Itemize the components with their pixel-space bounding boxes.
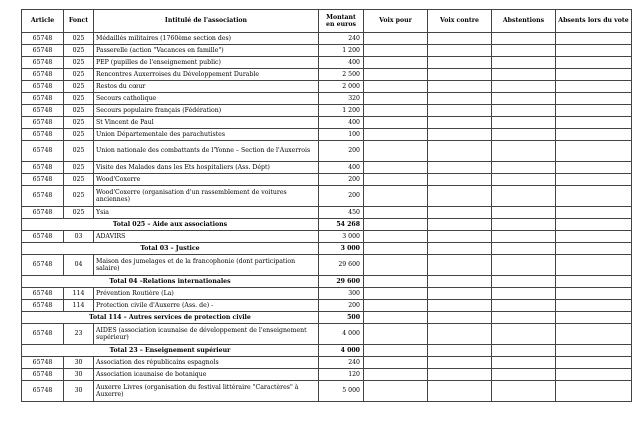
intitule-cell: Auxerre Livres (organisation du festival littéraire "Caractères" à Auxerre)	[94, 381, 319, 402]
absents-cell	[556, 231, 632, 243]
absents-cell	[556, 57, 632, 69]
voix-pour-cell	[364, 243, 428, 255]
total-amount: 29 600	[319, 276, 364, 288]
voix-contre-cell	[428, 231, 492, 243]
fonct-cell: 23	[64, 324, 94, 345]
table-row	[22, 174, 632, 186]
voix-contre-cell	[428, 255, 492, 276]
montant-cell: 2 500	[319, 69, 364, 81]
voix-contre-cell	[428, 81, 492, 93]
montant-cell: 5 000	[319, 381, 364, 402]
table-row	[22, 369, 632, 381]
abstentions-cell	[492, 345, 556, 357]
table-row	[22, 93, 632, 105]
abstentions-cell	[492, 81, 556, 93]
article-cell: 65748	[22, 129, 64, 141]
voix-pour-cell	[364, 33, 428, 45]
voix-pour-cell	[364, 255, 428, 276]
montant-cell: 400	[319, 57, 364, 69]
abstentions-cell	[492, 300, 556, 312]
fonct-cell: 025	[64, 186, 94, 207]
fonct-cell: 025	[64, 69, 94, 81]
table-row	[22, 255, 632, 276]
article-cell: 65748	[22, 369, 64, 381]
header-voix-contre: Voix contre	[428, 10, 492, 33]
table-row	[22, 162, 632, 174]
intitule-cell: AIDES (association icaunaise de développement de l'enseignement supérieur)	[94, 324, 319, 345]
absents-cell	[556, 255, 632, 276]
total-amount: 4 000	[319, 345, 364, 357]
article-cell: 65748	[22, 69, 64, 81]
intitule-cell: Wood'Coxerre	[94, 174, 319, 186]
header-abstentions: Abstentions	[492, 10, 556, 33]
fonct-cell: 114	[64, 288, 94, 300]
absents-cell	[556, 276, 632, 288]
intitule-cell: Ysia	[94, 207, 319, 219]
intitule-cell: Secours populaire français (Fédération)	[94, 105, 319, 117]
article-cell: 65748	[22, 324, 64, 345]
table-row	[22, 129, 632, 141]
absents-cell	[556, 105, 632, 117]
montant-cell: 320	[319, 93, 364, 105]
table-row	[22, 45, 632, 57]
fonct-cell: 025	[64, 141, 94, 162]
absents-cell	[556, 300, 632, 312]
abstentions-cell	[492, 93, 556, 105]
voix-contre-cell	[428, 105, 492, 117]
voix-pour-cell	[364, 93, 428, 105]
article-cell: 65748	[22, 231, 64, 243]
voix-pour-cell	[364, 207, 428, 219]
voix-pour-cell	[364, 141, 428, 162]
absents-cell	[556, 207, 632, 219]
table-row	[22, 81, 632, 93]
total-amount: 500	[319, 312, 364, 324]
abstentions-cell	[492, 231, 556, 243]
fonct-cell: 30	[64, 357, 94, 369]
fonct-cell: 114	[64, 300, 94, 312]
fonct-cell: 025	[64, 162, 94, 174]
table-row	[22, 381, 632, 402]
voix-contre-cell	[428, 357, 492, 369]
absents-cell	[556, 219, 632, 231]
voix-pour-cell	[364, 174, 428, 186]
voix-pour-cell	[364, 45, 428, 57]
abstentions-cell	[492, 162, 556, 174]
intitule-cell: PEP (pupilles de l'enseignement public)	[94, 57, 319, 69]
intitule-cell: Wood'Coxerre (organisation d'un rassemblement de voitures anciennes)	[94, 186, 319, 207]
montant-cell: 4 000	[319, 324, 364, 345]
voix-contre-cell	[428, 369, 492, 381]
fonct-cell: 025	[64, 57, 94, 69]
article-cell: 65748	[22, 207, 64, 219]
total-row	[22, 219, 632, 231]
voix-pour-cell	[364, 219, 428, 231]
voix-contre-cell	[428, 324, 492, 345]
montant-cell: 29 600	[319, 255, 364, 276]
montant-cell: 240	[319, 33, 364, 45]
voix-pour-cell	[364, 231, 428, 243]
voix-contre-cell	[428, 243, 492, 255]
fonct-cell: 03	[64, 231, 94, 243]
absents-cell	[556, 162, 632, 174]
article-cell: 65748	[22, 255, 64, 276]
voix-contre-cell	[428, 345, 492, 357]
article-cell: 65748	[22, 141, 64, 162]
voix-pour-cell	[364, 312, 428, 324]
table-row	[22, 207, 632, 219]
intitule-cell: Union nationale des combattants de l'Yonne – Section de l'Auxerrois	[94, 141, 319, 162]
abstentions-cell	[492, 369, 556, 381]
voix-contre-cell	[428, 312, 492, 324]
subsidies-table	[21, 9, 632, 402]
voix-pour-cell	[364, 288, 428, 300]
abstentions-cell	[492, 129, 556, 141]
table-row	[22, 117, 632, 129]
montant-cell: 1 200	[319, 45, 364, 57]
abstentions-cell	[492, 324, 556, 345]
table-row	[22, 231, 632, 243]
article-cell: 65748	[22, 33, 64, 45]
abstentions-cell	[492, 357, 556, 369]
header-absents: Absents lors du vote	[556, 10, 632, 33]
voix-pour-cell	[364, 324, 428, 345]
intitule-cell: Union Départementale des parachutistes	[94, 129, 319, 141]
voix-contre-cell	[428, 141, 492, 162]
voix-pour-cell	[364, 345, 428, 357]
intitule-cell: Maison des jumelages et de la francophonie (dont participation salaire)	[94, 255, 319, 276]
absents-cell	[556, 345, 632, 357]
voix-contre-cell	[428, 288, 492, 300]
absents-cell	[556, 288, 632, 300]
voix-contre-cell	[428, 276, 492, 288]
voix-contre-cell	[428, 162, 492, 174]
voix-contre-cell	[428, 117, 492, 129]
intitule-cell: Médaillés militaires (1760ème section des)	[94, 33, 319, 45]
fonct-cell: 025	[64, 105, 94, 117]
header-fonct: Fonct	[64, 10, 94, 33]
fonct-cell: 025	[64, 33, 94, 45]
total-row	[22, 243, 632, 255]
article-cell: 65748	[22, 57, 64, 69]
article-cell: 65748	[22, 117, 64, 129]
absents-cell	[556, 129, 632, 141]
article-cell: 65748	[22, 45, 64, 57]
article-cell: 65748	[22, 105, 64, 117]
total-label: Total 23 – Enseignement supérieur	[22, 345, 319, 357]
article-cell: 65748	[22, 357, 64, 369]
intitule-cell: St Vincent de Paul	[94, 117, 319, 129]
article-cell: 65748	[22, 93, 64, 105]
header-article: Article	[22, 10, 64, 33]
table-row	[22, 141, 632, 162]
absents-cell	[556, 186, 632, 207]
voix-contre-cell	[428, 207, 492, 219]
montant-cell: 400	[319, 117, 364, 129]
total-label: Total 114 – Autres services de protection civile	[22, 312, 319, 324]
voix-pour-cell	[364, 81, 428, 93]
abstentions-cell	[492, 219, 556, 231]
voix-pour-cell	[364, 105, 428, 117]
fonct-cell: 025	[64, 174, 94, 186]
intitule-cell: Association icaunaise de botanique	[94, 369, 319, 381]
voix-contre-cell	[428, 174, 492, 186]
abstentions-cell	[492, 45, 556, 57]
table-row	[22, 324, 632, 345]
absents-cell	[556, 45, 632, 57]
table-row	[22, 33, 632, 45]
intitule-cell: Rencontres Auxerroises du Développement Durable	[94, 69, 319, 81]
voix-contre-cell	[428, 219, 492, 231]
header-intitule: Intitulé de l'association	[94, 10, 319, 33]
absents-cell	[556, 381, 632, 402]
abstentions-cell	[492, 243, 556, 255]
article-cell: 65748	[22, 300, 64, 312]
fonct-cell: 025	[64, 45, 94, 57]
abstentions-cell	[492, 105, 556, 117]
montant-cell: 240	[319, 357, 364, 369]
voix-pour-cell	[364, 276, 428, 288]
fonct-cell: 30	[64, 381, 94, 402]
total-row	[22, 312, 632, 324]
voix-pour-cell	[364, 117, 428, 129]
absents-cell	[556, 33, 632, 45]
voix-contre-cell	[428, 93, 492, 105]
absents-cell	[556, 357, 632, 369]
table-row	[22, 186, 632, 207]
voix-contre-cell	[428, 186, 492, 207]
voix-contre-cell	[428, 45, 492, 57]
fonct-cell: 025	[64, 207, 94, 219]
total-amount: 54 268	[319, 219, 364, 231]
absents-cell	[556, 81, 632, 93]
montant-cell: 3 000	[319, 231, 364, 243]
intitule-cell: ADAVIRS	[94, 231, 319, 243]
article-cell: 65748	[22, 162, 64, 174]
total-row	[22, 276, 632, 288]
intitule-cell: Association des républicains espagnols	[94, 357, 319, 369]
intitule-cell: Passerelle (action "Vacances en famille")	[94, 45, 319, 57]
table-row	[22, 300, 632, 312]
montant-cell: 200	[319, 186, 364, 207]
total-label: Total 025 – Aide aux associations	[22, 219, 319, 231]
abstentions-cell	[492, 57, 556, 69]
abstentions-cell	[492, 381, 556, 402]
intitule-cell: Visite des Malades dans les Ets hospitaliers (Ass. Dépt)	[94, 162, 319, 174]
abstentions-cell	[492, 117, 556, 129]
montant-cell: 200	[319, 141, 364, 162]
montant-cell: 120	[319, 369, 364, 381]
voix-pour-cell	[364, 57, 428, 69]
absents-cell	[556, 69, 632, 81]
article-cell: 65748	[22, 81, 64, 93]
absents-cell	[556, 312, 632, 324]
intitule-cell: Secours catholique	[94, 93, 319, 105]
article-cell: 65748	[22, 174, 64, 186]
fonct-cell: 025	[64, 81, 94, 93]
voix-contre-cell	[428, 57, 492, 69]
table-body	[22, 33, 632, 402]
voix-pour-cell	[364, 381, 428, 402]
fonct-cell: 025	[64, 117, 94, 129]
voix-contre-cell	[428, 129, 492, 141]
voix-pour-cell	[364, 162, 428, 174]
table-header	[22, 10, 632, 33]
voix-pour-cell	[364, 357, 428, 369]
voix-pour-cell	[364, 369, 428, 381]
voix-pour-cell	[364, 129, 428, 141]
montant-cell: 300	[319, 288, 364, 300]
header-montant: Montant en euros	[319, 10, 364, 33]
total-row	[22, 345, 632, 357]
montant-cell: 200	[319, 300, 364, 312]
table-row	[22, 105, 632, 117]
abstentions-cell	[492, 33, 556, 45]
intitule-cell: Restos du cœur	[94, 81, 319, 93]
montant-cell: 1 200	[319, 105, 364, 117]
voix-contre-cell	[428, 381, 492, 402]
abstentions-cell	[492, 288, 556, 300]
fonct-cell: 30	[64, 369, 94, 381]
montant-cell: 200	[319, 174, 364, 186]
intitule-cell: Protection civile d'Auxerre (Ass. de) -	[94, 300, 319, 312]
table-row	[22, 357, 632, 369]
abstentions-cell	[492, 69, 556, 81]
abstentions-cell	[492, 312, 556, 324]
montant-cell: 400	[319, 162, 364, 174]
voix-contre-cell	[428, 300, 492, 312]
absents-cell	[556, 324, 632, 345]
absents-cell	[556, 174, 632, 186]
absents-cell	[556, 117, 632, 129]
fonct-cell: 025	[64, 129, 94, 141]
total-amount: 3 000	[319, 243, 364, 255]
voix-contre-cell	[428, 33, 492, 45]
abstentions-cell	[492, 276, 556, 288]
montant-cell: 100	[319, 129, 364, 141]
abstentions-cell	[492, 141, 556, 162]
total-label: Total 03 – Justice	[22, 243, 319, 255]
abstentions-cell	[492, 174, 556, 186]
article-cell: 65748	[22, 186, 64, 207]
voix-pour-cell	[364, 300, 428, 312]
table-row	[22, 288, 632, 300]
fonct-cell: 04	[64, 255, 94, 276]
voix-contre-cell	[428, 69, 492, 81]
abstentions-cell	[492, 186, 556, 207]
voix-pour-cell	[364, 69, 428, 81]
article-cell: 65748	[22, 381, 64, 402]
table-row	[22, 57, 632, 69]
intitule-cell: Prévention Routière (La)	[94, 288, 319, 300]
header-voix-pour: Voix pour	[364, 10, 428, 33]
voix-pour-cell	[364, 186, 428, 207]
absents-cell	[556, 369, 632, 381]
total-label: Total 04 –Relations internationales	[22, 276, 319, 288]
table-row	[22, 69, 632, 81]
absents-cell	[556, 93, 632, 105]
montant-cell: 450	[319, 207, 364, 219]
fonct-cell: 025	[64, 93, 94, 105]
abstentions-cell	[492, 255, 556, 276]
absents-cell	[556, 243, 632, 255]
abstentions-cell	[492, 207, 556, 219]
absents-cell	[556, 141, 632, 162]
montant-cell: 2 000	[319, 81, 364, 93]
article-cell: 65748	[22, 288, 64, 300]
